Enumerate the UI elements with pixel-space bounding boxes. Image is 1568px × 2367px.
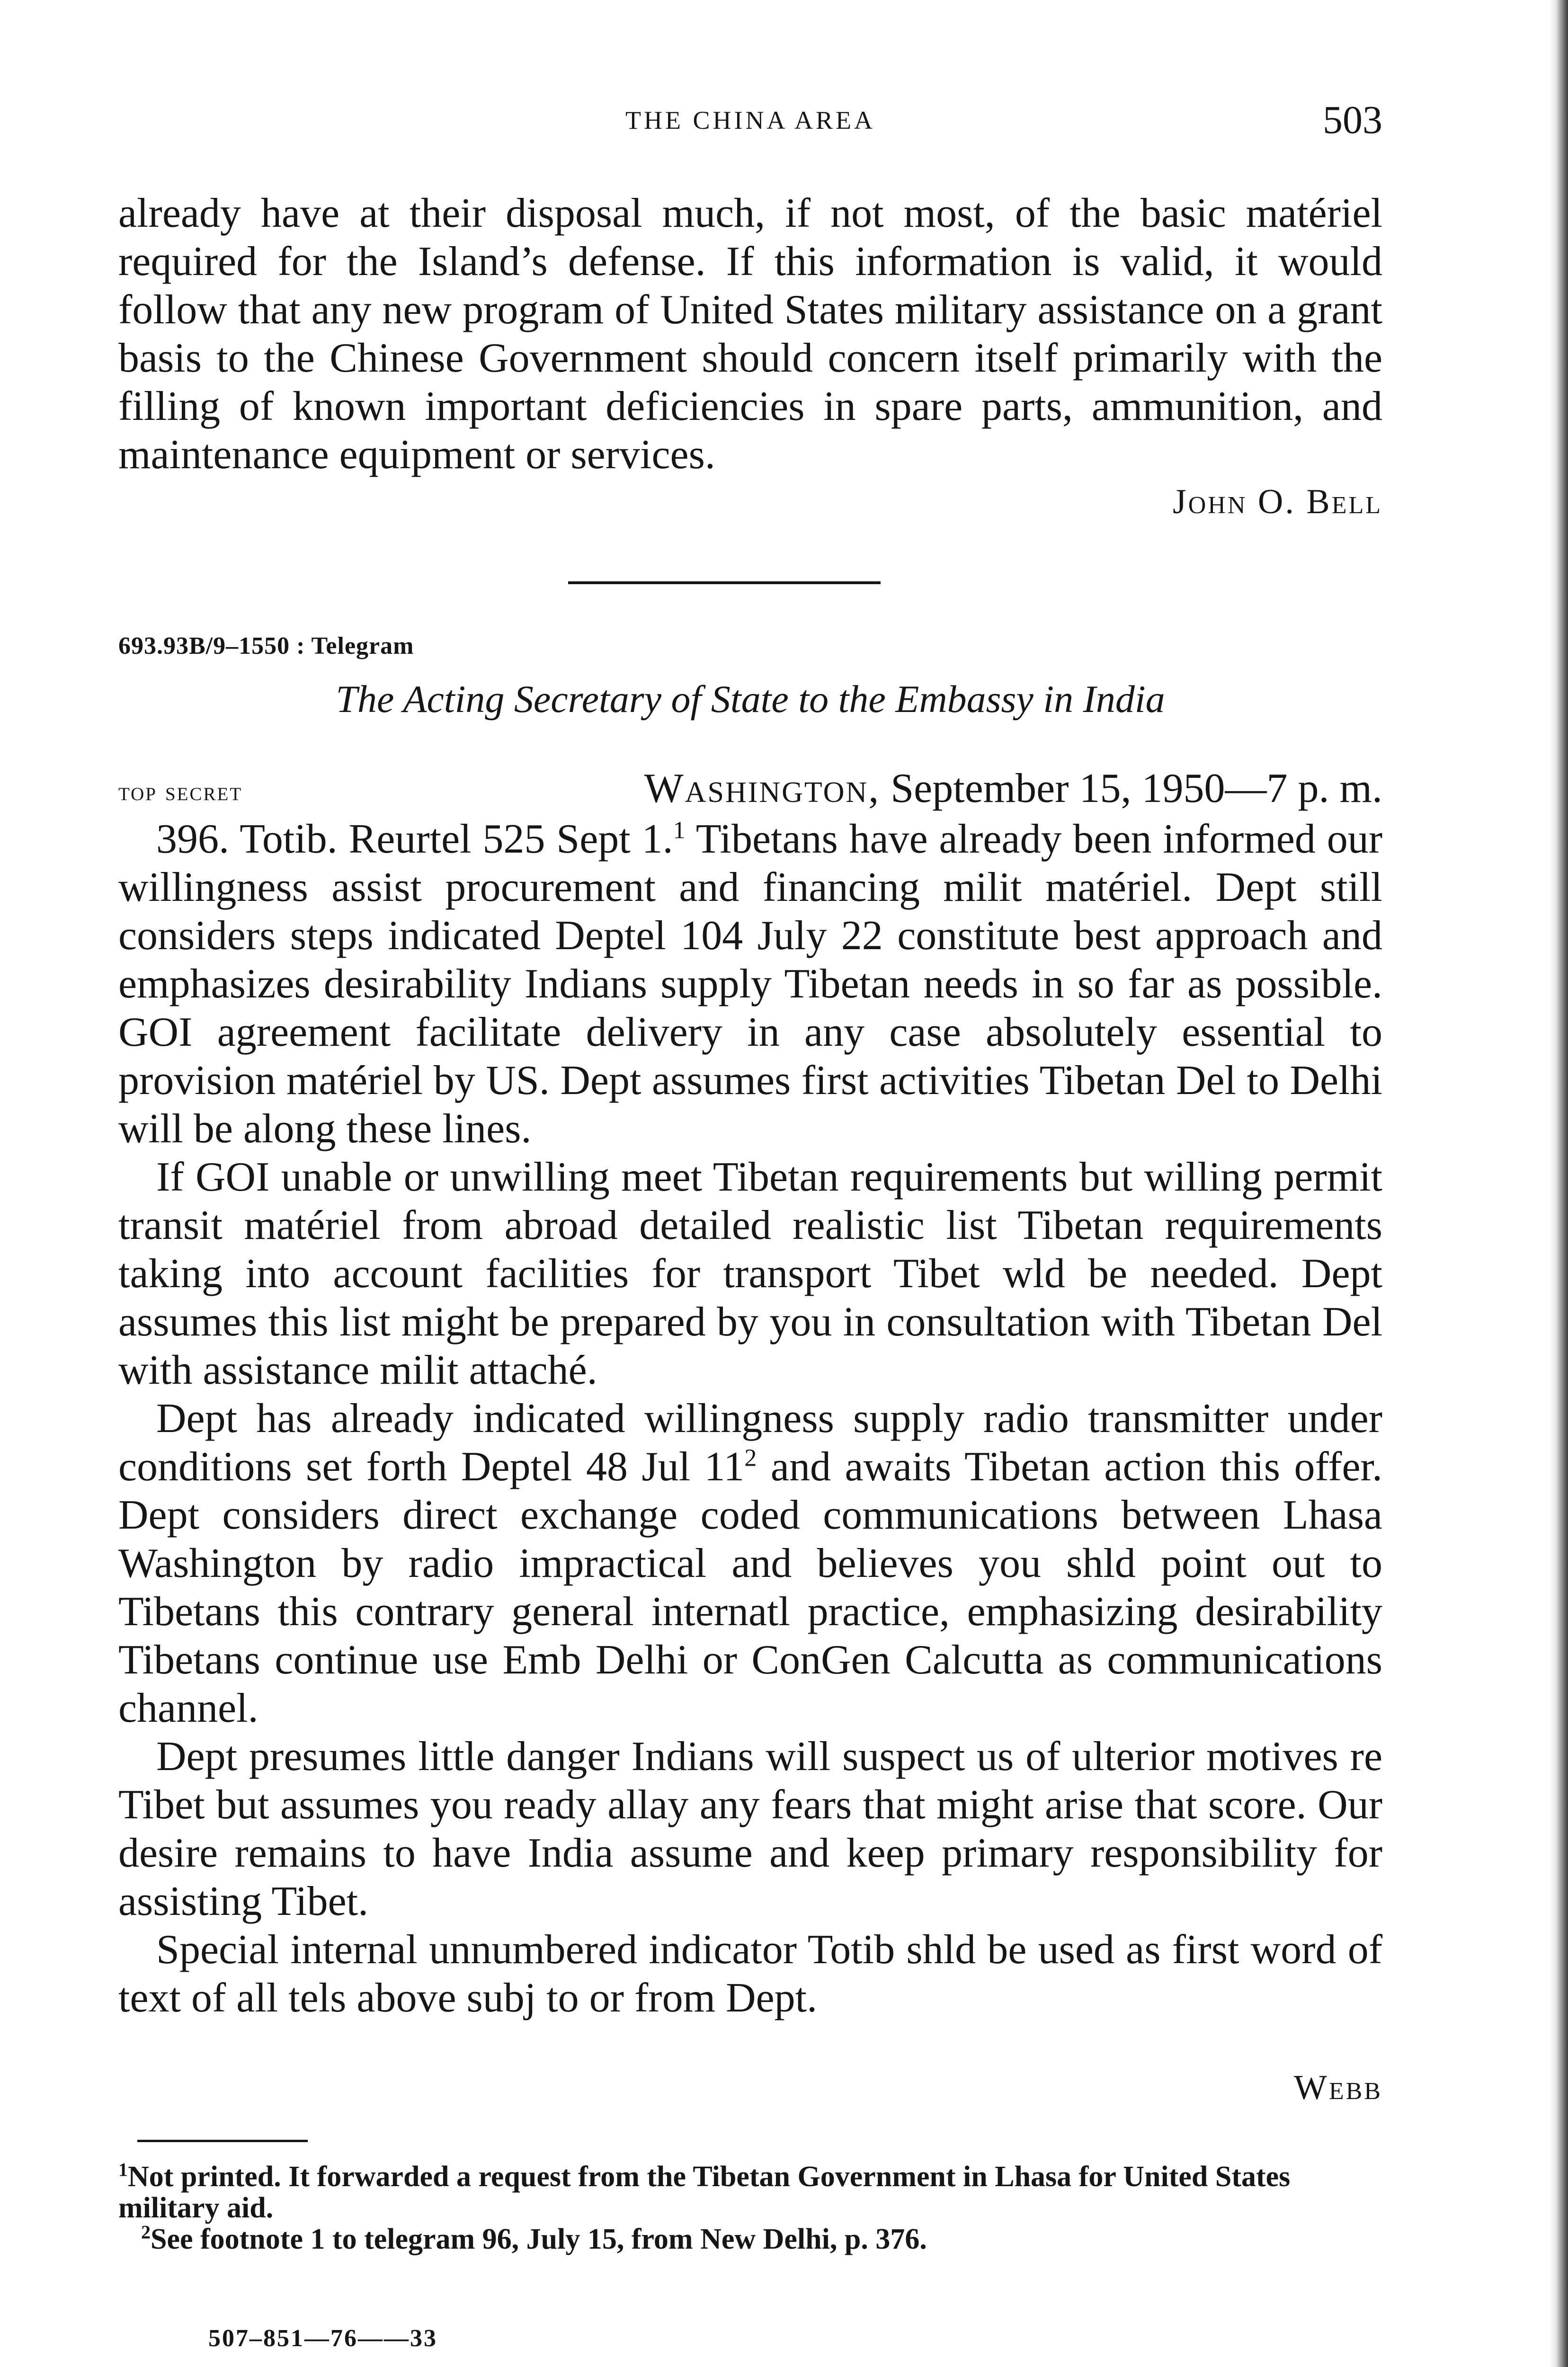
- signature-webb: Webb: [1294, 2068, 1382, 2107]
- page-number: 503: [1323, 98, 1382, 142]
- continuation-paragraph: [118, 189, 1382, 479]
- telegram-paragraph-3: Dept has already indicated willingness supply radio transmitter under conditions set forth Deptel 48 Jul $11^2$ and awaits Tibetan action this offer. Dept considers direct exchange coded communications between Lhasa Washington by radio impractical and believes you shld point out to Tibetans this contrary general internatl practice, emphasizing desirability Tibetans continue use Emb Delhi or ConGen Calcutta as communications channel.: [118, 1396, 1382, 1731]
- signature-bell: John O. Bell: [1172, 482, 1382, 521]
- running-title: THE CHINA AREA: [625, 106, 875, 134]
- footnote-2: $^2$See footnote 1 to telegram 96, July 15, from New Delhi, p. 376.: [141, 2221, 927, 2255]
- footnote-1: $^1$Not printed. It forwarded a request from the Tibetan Government in Lhasa for United States military aid.: [118, 2159, 1291, 2224]
- dateline-date: September 15, 1950—7 p. m.: [891, 765, 1382, 811]
- continuation-text: already have at their disposal much, if not most, of the basic matériel required for the Island’s defense. If this information is valid, it would follow that any new program of United States military assistance on a grant basis to the Chinese Government should concern itself primarily with the filling of known important deficiencies in spare parts, ammunition, and maintenance equipment or services.: [118, 190, 1382, 478]
- printer-imprint: 507–851—76——33: [208, 2325, 437, 2352]
- telegram-paragraph-4: Dept presumes little danger Indians will suspect us of ulterior motives re Tibet but assumes you ready allay any fears that might arise that score. Our desire remains to have India assume and keep primary responsibility for assisting Tibet.: [118, 1734, 1382, 1924]
- footnote-ref-2: 2: [744, 1444, 757, 1472]
- dateline-place: Washington,: [644, 765, 881, 811]
- document-heading: The Acting Secretary of State to the Embassy in India: [336, 677, 1165, 721]
- dateline: [644, 765, 1382, 812]
- section-divider: [568, 581, 881, 584]
- footnote-rule: [137, 2140, 308, 2142]
- telegram-paragraph-2: If GOI unable or unwilling meet Tibetan requirements but willing permit transit matériel from abroad detailed realistic list Tibetan requirements taking into account facilities for transport Tibet wld be needed. Dept assumes this list might be prepared by you in consultation with Tibetan Del with assistance milit attaché.: [118, 1154, 1382, 1393]
- telegram-body: [118, 815, 1382, 2022]
- telegram-paragraph-1: 396. Totib. Reurtel 525 Sept 1.$^1$ Tibetans have already been informed our willingness assist procurement and financing milit matériel. Dept still considers steps indicated Deptel 104 July 22 constitute best approach and emphasizes desirability Indians supply Tibetan needs in so far as possible. GOI agreement facilitate delivery in any case absolutely essential to provision matériel by US. Dept assumes first activities Tibetan Del to Delhi will be along these lines.: [118, 816, 1382, 1152]
- page-edge-shadow: [1549, 0, 1568, 2367]
- classification-label: top secret: [118, 777, 243, 806]
- running-head: [118, 97, 1382, 149]
- footnotes: [118, 2161, 1382, 2255]
- document-reference: 693.93B/9–1550 : Telegram: [118, 632, 414, 659]
- telegram-paragraph-5: Special internal unnumbered indicator Totib shld be used as first word of text of all tels above subj to or from Dept.: [118, 1927, 1382, 2021]
- footnote-ref-1: 1: [673, 817, 686, 844]
